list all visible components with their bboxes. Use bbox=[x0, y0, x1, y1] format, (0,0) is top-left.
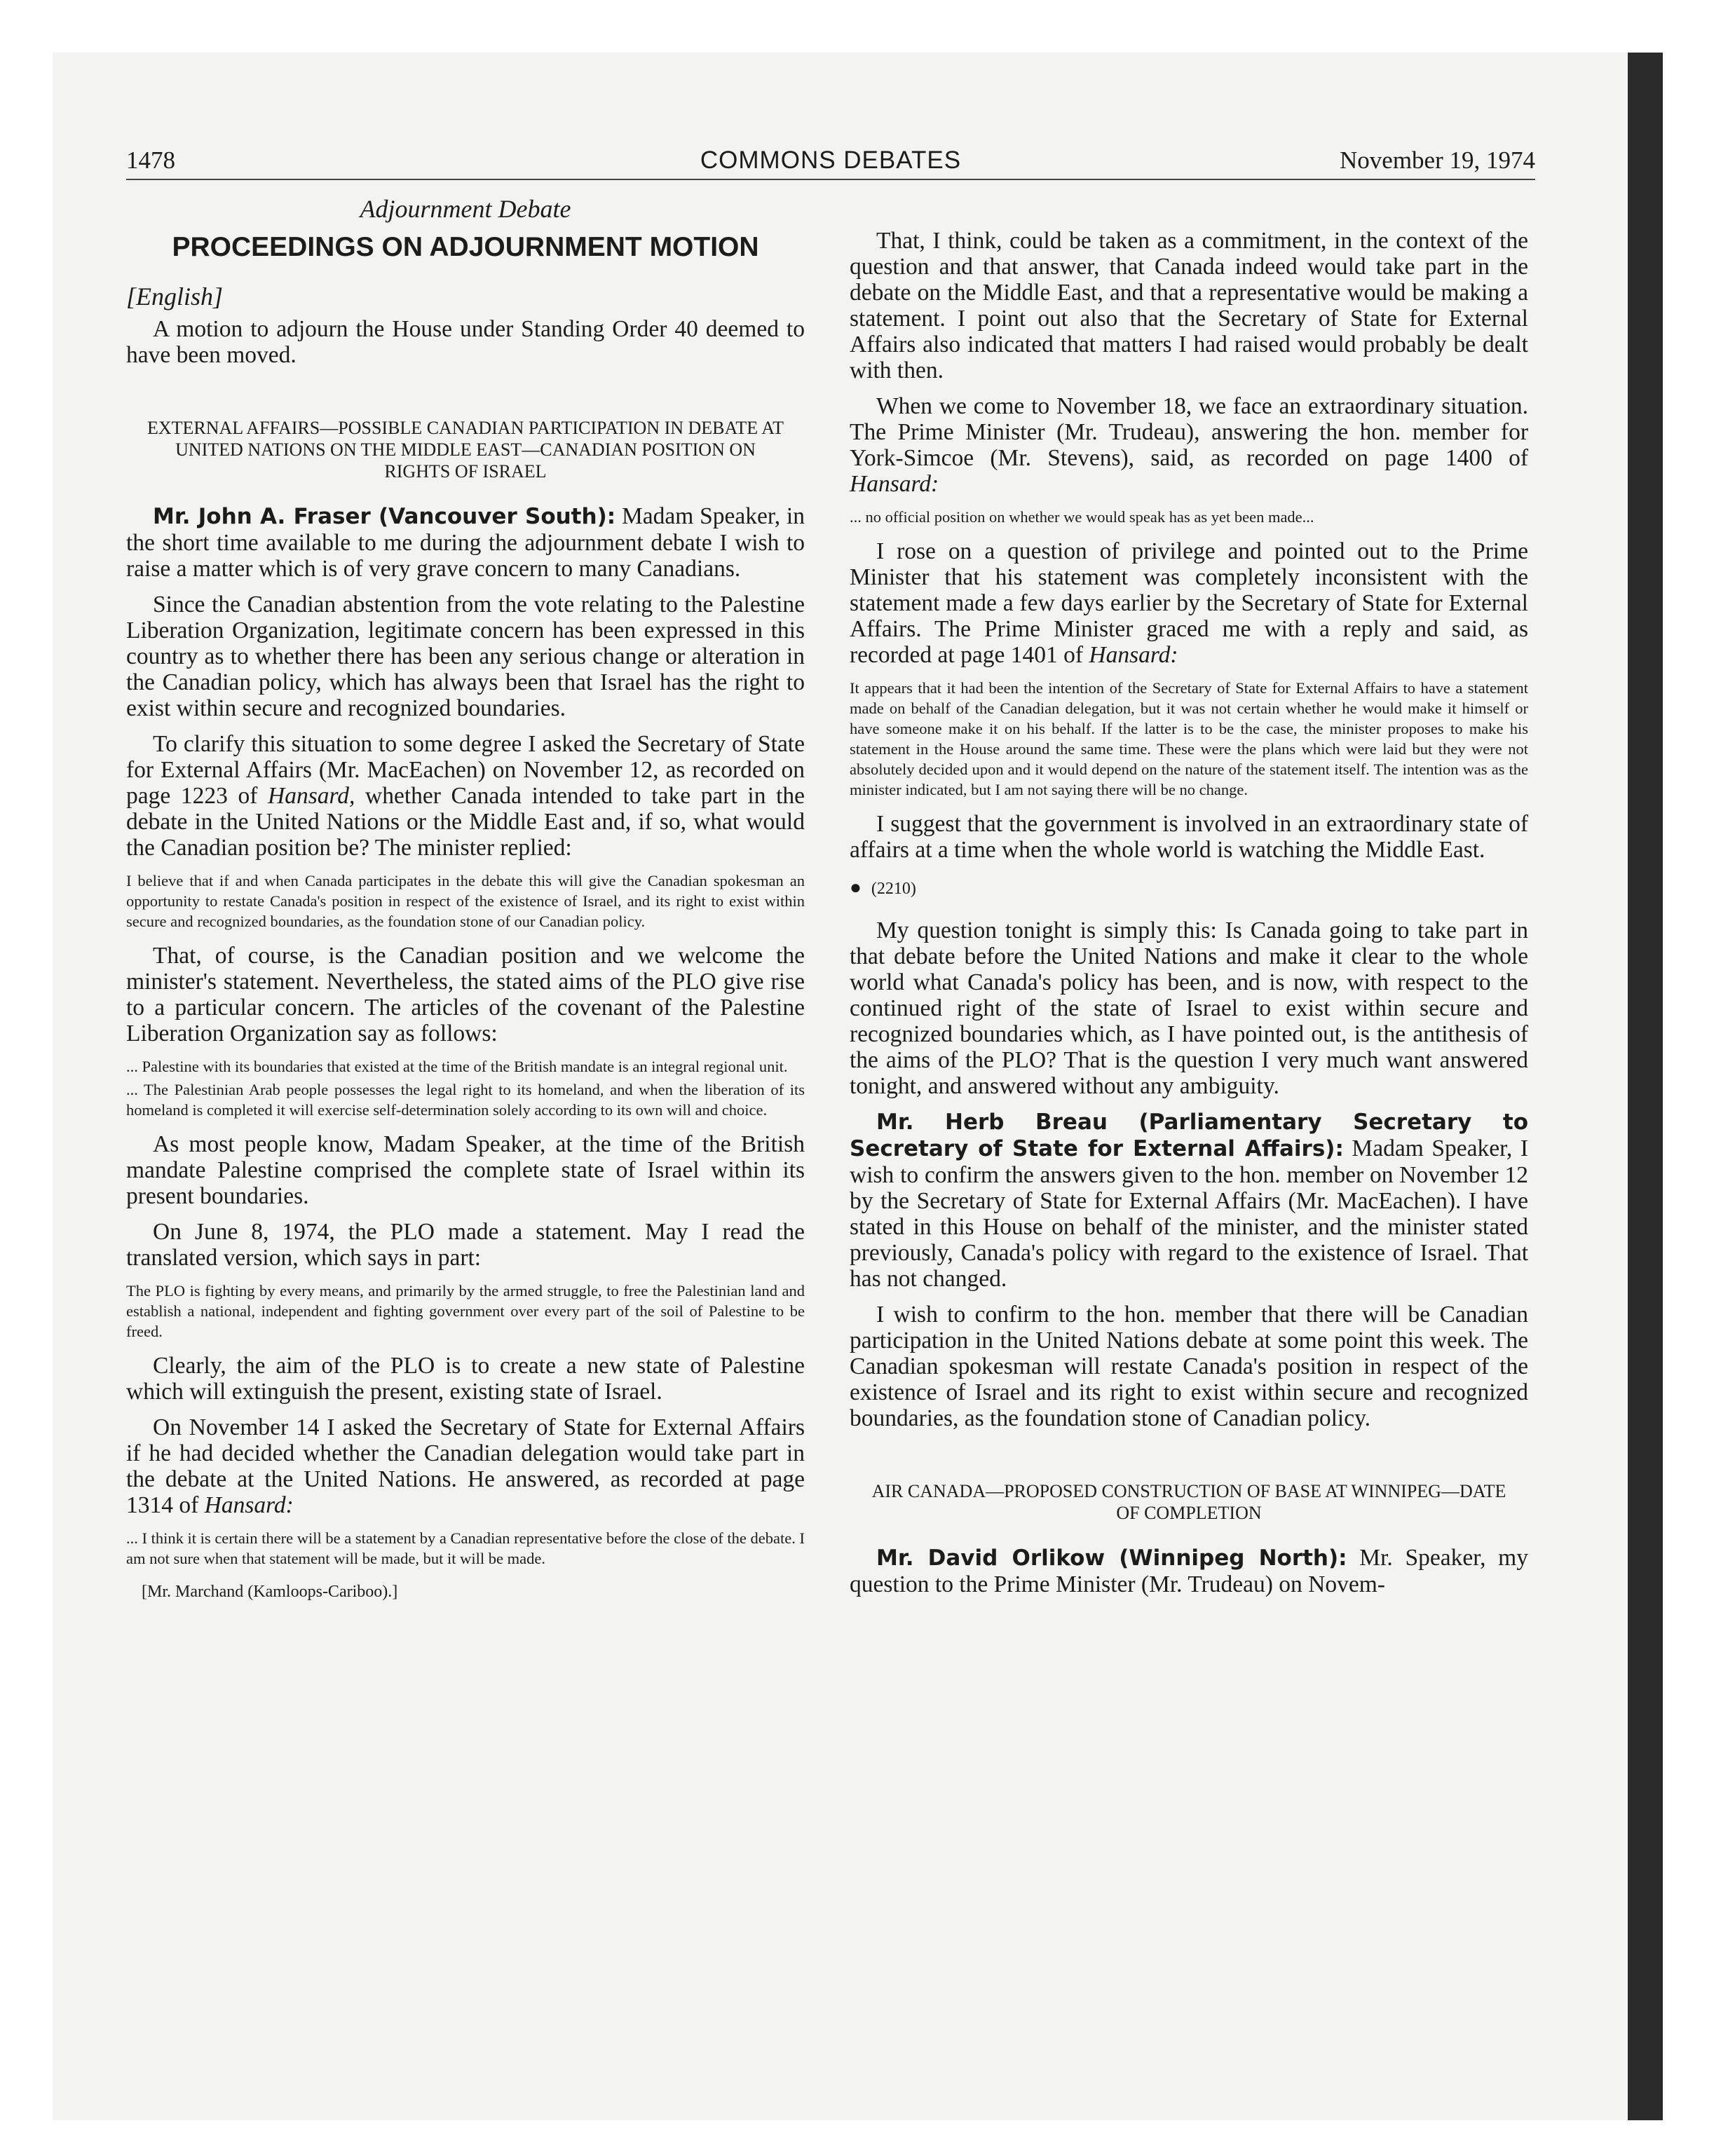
paragraph: I wish to confirm to the hon. member that there will be Canadian participation in the United Nations debate at some point this week. The Canadian spokesman will restate Canada's position in respect of the existence of Israel and its right to exist within secure and recognized boundaries, as the foundation stone of Canadian policy. bbox=[850, 1302, 1528, 1431]
paragraph bbox=[850, 1545, 1528, 1597]
time-marker bbox=[850, 877, 1528, 899]
paragraph-text: To clarify this situation to some degree I asked the Secretary of State for External Affairs (Mr. MacEachen) on November 12, as recorded on page 1223 of bbox=[126, 731, 805, 809]
page-number: 1478 bbox=[126, 146, 175, 174]
topic-subheading: AIR CANADA—PROPOSED CONSTRUCTION OF BASE AT WINNIPEG—DATE OF COMPLETION bbox=[871, 1481, 1506, 1523]
paragraph bbox=[126, 503, 805, 582]
paragraph: As most people know, Madam Speaker, at the time of the British mandate Palestine comprised the complete state of Israel within its present boundaries. bbox=[126, 1131, 805, 1209]
paragraph bbox=[126, 731, 805, 861]
paragraph bbox=[126, 1414, 805, 1518]
block-quote: ... The Palestinian Arab people possesses the legal right to its homeland, and when the liberation of its homeland is completed it will exercise self-determination solely according to its own will and choice. bbox=[126, 1081, 805, 1119]
paragraph-text: whether Canada intended to take part in the debate in the United Nations or the Middle East and, if so, what would the Canadian position be? The minister replied: bbox=[126, 783, 805, 861]
section-kicker: Adjournment Debate bbox=[360, 195, 571, 223]
block-quote: ... Palestine with its boundaries that existed at the time of the British mandate is an integral regional unit. bbox=[126, 1058, 788, 1075]
paragraph: On June 8, 1974, the PLO made a statement. May I read the translated version, which says in part: bbox=[126, 1219, 805, 1271]
left-column bbox=[126, 193, 805, 1602]
language-tag: [English] bbox=[126, 282, 224, 311]
paragraph bbox=[850, 1109, 1528, 1292]
paragraph-text: When we come to November 18, we face an extraordinary situation. The Prime Minister (Mr. Trudeau), answering the hon. member for York-Simcoe (Mr. Stevens), said, as recorded on page 1400 of bbox=[850, 393, 1528, 471]
paragraph-text: Madam Speaker, I wish to confirm the answers given to the hon. member on November 12 by the Secretary of State for External Affairs (Mr. MacEachen). I have stated in this House on behalf of the minister, and the minister stated previously, Canada's policy with regard to the existence of Israel. That has not changed. bbox=[850, 1135, 1528, 1292]
paragraph bbox=[850, 538, 1528, 668]
issue-date: November 19, 1974 bbox=[1340, 146, 1535, 174]
paragraph: Clearly, the aim of the PLO is to create a new state of Palestine which will extinguish the present, existing state of Israel. bbox=[126, 1353, 805, 1405]
block-quote: I believe that if and when Canada participates in the debate this will give the Canadian spokesman an opportunity to restate Canada's position in respect of the existence of Israel, and its right to exist within secure and recognized boundaries, as the foundation stone of our Canadian policy. bbox=[126, 872, 805, 930]
speaker-continuation-note: [Mr. Marchand (Kamloops-Cariboo).] bbox=[142, 1583, 398, 1601]
motion-paragraph: A motion to adjourn the House under Standing Order 40 deemed to have been moved. bbox=[126, 316, 805, 368]
hansard-ref: Hansard: bbox=[1089, 642, 1178, 668]
block-quote: ... no official position on whether we would speak has as yet been made... bbox=[850, 508, 1314, 526]
topic-subheading: EXTERNAL AFFAIRS—POSSIBLE CANADIAN PARTICIPATION IN DEBATE AT UNITED NATIONS ON THE MIDDLE EAST—CANADIAN POSITION ON RIGHTS OF ISRAEL bbox=[147, 418, 784, 482]
block-quote: The PLO is fighting by every means, and primarily by the armed struggle, to free the Palestinian land and establish a national, independent and fighting government over every part of the soil of Palestine to be freed. bbox=[126, 1282, 805, 1340]
paragraph: That, of course, is the Canadian position and we welcome the minister's statement. Nevertheless, the stated aims of the PLO give rise to a particular concern. The articles of the covenant of the Palestine Liberation Organization say as follows: bbox=[126, 943, 805, 1046]
block-quote: It appears that it had been the intention of the Secretary of State for External Affairs to have a statement made on behalf of the Canadian delegation, but it was not certain whether he would make it himself or have someone make it on his behalf. If the latter is to be the case, the minister proposes to make his statement in the House around the same time. These were the plans which were laid but they were not absolutely decided upon and it would depend on the nature of the statement itself. The intention was as the minister indicated, but I am not saying there will be no change. bbox=[850, 679, 1528, 798]
paragraph-text: Mr. Speaker, my question to the Prime Minister (Mr. Trudeau) on Novem- bbox=[850, 1545, 1528, 1597]
right-column bbox=[850, 228, 1528, 1607]
paragraph-text: Madam Speaker, in the short time available to me during the adjournment debate I wish to raise a matter which is of very grave concern to many Canadians. bbox=[126, 503, 805, 582]
hansard-ref: Hansard, bbox=[268, 783, 355, 809]
scan-edge-shadow bbox=[1628, 53, 1663, 2120]
time-marker-label: (2210) bbox=[871, 880, 916, 898]
hansard-ref: Hansard: bbox=[204, 1492, 294, 1518]
speaker-name: Mr. Herb Breau (Parliamentary Secretary to Secretary of State for External Affairs): bbox=[850, 1110, 1528, 1161]
hansard-ref: Hansard: bbox=[850, 471, 939, 497]
block-quote: ... I think it is certain there will be a statement by a Canadian representative before the close of the debate. I am not sure when that statement will be made, but it will be made. bbox=[126, 1529, 805, 1567]
bullet-icon: ● bbox=[850, 877, 862, 899]
speaker-name: Mr. David Orlikow (Winnipeg North): bbox=[876, 1546, 1347, 1571]
paragraph-text: On November 14 I asked the Secretary of State for External Affairs if he had decided whether the Canadian delegation would take part in the debate at the United Nations. He answered, as recorded at page 1314 of bbox=[126, 1414, 805, 1518]
paragraph-text: I rose on a question of privilege and pointed out to the Prime Minister that his statement was completely inconsistent with the statement made a few days earlier by the Secretary of State for External Affairs. The Prime Minister graced me with a reply and said, as recorded at page 1401 of bbox=[850, 538, 1528, 668]
paragraph: That, I think, could be taken as a commitment, in the context of the question and that answer, that Canada indeed would take part in the debate on the Middle East, and that a representative would be making a statement. I point out also that the Secretary of State for External Affairs also indicated that matters I had raised would probably be dealt with then. bbox=[850, 228, 1528, 383]
section-heading: PROCEEDINGS ON ADJOURNMENT MOTION bbox=[172, 232, 759, 262]
speaker-name: Mr. John A. Fraser (Vancouver South): bbox=[153, 504, 616, 529]
paragraph: Since the Canadian abstention from the vote relating to the Palestine Liberation Organization, legitimate concern has been expressed in this country as to whether there has been any serious change or alteration in the Canadian policy, which has always been that Israel has the right to exist within secure and recognized boundaries. bbox=[126, 592, 805, 721]
paragraph: My question tonight is simply this: Is Canada going to take part in that debate before the United Nations and make it clear to the whole world what Canada's policy has been, and is now, with respect to the continued right of the state of Israel to exist within secure and recognized boundaries which, as I have pointed out, is the antithesis of the aims of the PLO? That is the question I very much want answered tonight, and answered without any ambiguity. bbox=[850, 917, 1528, 1099]
running-header bbox=[126, 144, 1535, 180]
publication-title: COMMONS DEBATES bbox=[700, 146, 962, 174]
paragraph: I suggest that the government is involved in an extraordinary state of affairs at a time when the whole world is watching the Middle East. bbox=[850, 811, 1528, 863]
paragraph bbox=[850, 393, 1528, 497]
